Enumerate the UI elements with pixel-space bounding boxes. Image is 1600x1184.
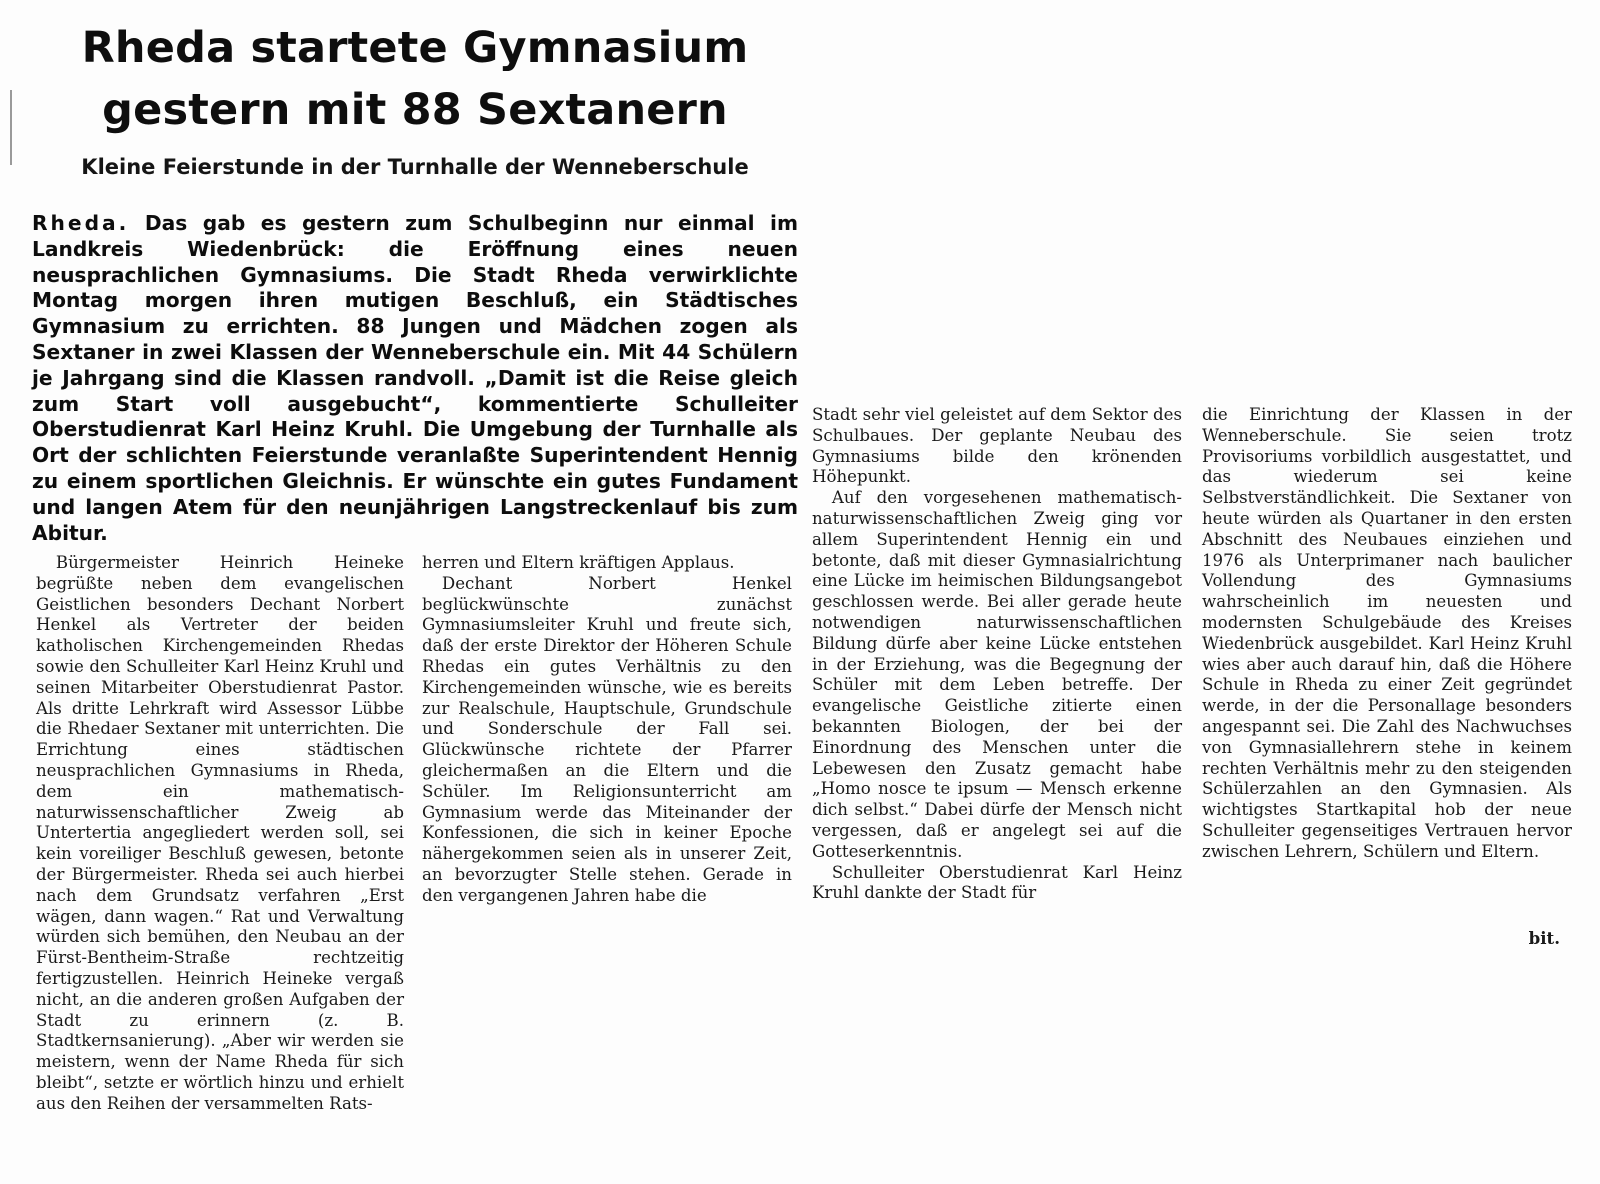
body-paragraph: Stadt sehr viel geleistet auf dem Sektor des Schulbaues. Der geplante Neubau des Gymnasiums bilde den krönenden Höhepunkt.	[812, 405, 1182, 487]
lead-paragraph	[32, 211, 798, 546]
headline-line-1: Rheda startete Gymnasium	[81, 23, 749, 73]
body-paragraph: die Einrichtung der Klassen in der Wenneberschule. Sie seien trotz Provisoriums vorbildlich ausgestattet, und das wiederum sei keine Selbstverständlichkeit. Die Sextaner von heute würden als Quartaner in den ersten Abschnitt des Neubaues einziehen und 1976 als Unterprimaner nach baulicher Vollendung des Gymnasiums wahrscheinlich im neuesten und modernsten Schulgebäude des Kreises Wiedenbrück ausgebildet. Karl Heinz Kruhl wies aber auch darauf hin, daß die Höhere Schule in Rheda zu einer Zeit gegründet werde, in der die Personallage besonders angespannt sei. Die Zahl des Nachwuchses von Gymnasiallehrern stehe in keinem rechten Verhältnis mehr zu den steigenden Schülerzahlen an den Gymnasien. Als wichtigstes Startkapital hob der neue Schulleiter gegenseitiges Vertrauen hervor zwischen Lehrern, Schülern und Eltern.	[1202, 405, 1572, 861]
body-paragraph: Schulleiter Oberstudienrat Karl Heinz Kruhl dankte der Stadt für	[812, 862, 1182, 903]
dateline: Rheda.	[32, 211, 130, 235]
body-column-1	[36, 553, 404, 1115]
subheadline: Kleine Feierstunde in der Turnhalle der Wenneberschule	[81, 155, 749, 179]
body-paragraph: herren und Eltern kräftigen Applaus.	[422, 553, 735, 572]
body-paragraph: Dechant Norbert Henkel beglückwünschte zunächst Gymnasiumsleiter Kruhl und freute sich, daß der erste Direktor der Höheren Schule Rhedas ein gutes Verhältnis zu den Kirchengemeinden wünsche, wie es bereits zur Realschule, Hauptschule, Grundschule und Sonderschule der Fall sei. Glückwünsche richtete der Pfarrer gleichermaßen an die Eltern und die Schüler. Im Religionsunterricht am Gymnasium werde das Miteinander der Konfessionen, die sich in keiner Epoche nähergekommen seien als in unserer Zeit, an bevorzugter Stelle stehen. Gerade in den vergangenen Jahren habe die	[422, 573, 792, 905]
lead-text: Das gab es gestern zum Schulbeginn nur einmal im Landkreis Wiedenbrück: die Eröffnung eines neuen neusprachlichen Gymnasiums. Die Stadt Rheda verwirklichte Montag morgen ihren mutigen Beschluß, ein Städtisches Gymnasium zu errichten. 88 Jungen und Mädchen zogen als Sextaner in zwei Klassen der Wenneberschule ein. Mit 44 Schülern je Jahrgang sind die Klassen randvoll. „Damit ist die Reise gleich zum Start voll ausgebucht“, kommentierte Schulleiter Oberstudienrat Karl Heinz Kruhl. Die Umgebung der Turnhalle als Ort der schlichten Feierstunde veranlaßte Superintendent Hennig zu einem sportlichen Gleichnis. Er wünschte ein gutes Fundament und langen Atem für den neunjährigen Langstreckenlauf bis zum Abitur.	[32, 211, 799, 545]
author-signature: bit.	[1528, 928, 1560, 948]
body-column-4	[1202, 405, 1572, 863]
headline-line-2: gestern mit 88 Sextanern	[102, 85, 728, 135]
body-paragraph: Auf den vorgesehenen mathematisch-naturwissenschaftlichen Zweig ging vor allem Superintendent Hennig ein und betonte, daß mit dieser Gymnasialrichtung eine Lücke im heimischen Bildungsangebot geschlossen werde. Bei aller gerade heute notwendigen naturwissenschaftlichen Bildung dürfe aber keine Lücke entstehen in der Erziehung, was die Begegnung der Schüler mit dem Leben betreffe. Der evangelische Geistliche zitierte einen bekannten Biologen, der bei der Einordnung des Menschen unter die Lebewesen den Zusatz gemacht habe „Homo nosce te ipsum — Mensch erkenne dich selbst.“ Dabei dürfe der Mensch nicht vergessen, daß er angelegt sei auf die Gotteserkenntnis.	[812, 488, 1182, 861]
body-column-3	[812, 405, 1182, 904]
body-column-2	[422, 553, 792, 907]
body-paragraph: Bürgermeister Heinrich Heineke begrüßte neben dem evangelischen Geistlichen besonders Dechant Norbert Henkel als Vertreter der beiden katholischen Kirchengemeinden Rhedas sowie den Schulleiter Karl Heinz Kruhl und seinen Mitarbeiter Oberstudienrat Pastor. Als dritte Lehrkraft wird Assessor Lübbe die Rhedaer Sextaner mit unterrichten. Die Errichtung eines städtischen neusprachlichen Gymnasiums in Rheda, dem ein mathematisch-naturwissenschaftlicher Zweig ab Untertertia angegliedert werden soll, sei kein voreiliger Beschluß gewesen, betonte der Bürgermeister. Rheda sei auch hierbei nach dem Grundsatz verfahren „Erst wägen, dann wagen.“ Rat und Verwaltung würden sich bemühen, den Neubau an der Fürst-Bentheim-Straße rechtzeitig fertigzustellen. Heinrich Heineke vergaß nicht, an die anderen großen Aufgaben der Stadt zu erinnern (z. B. Stadtkernsanierung). „Aber wir werden sie meistern, wenn der Name Rheda für sich bleibt“, setzte er wörtlich hinzu und erhielt aus den Reihen der versammelten Rats-	[36, 553, 404, 1113]
margin-mark	[10, 90, 12, 165]
